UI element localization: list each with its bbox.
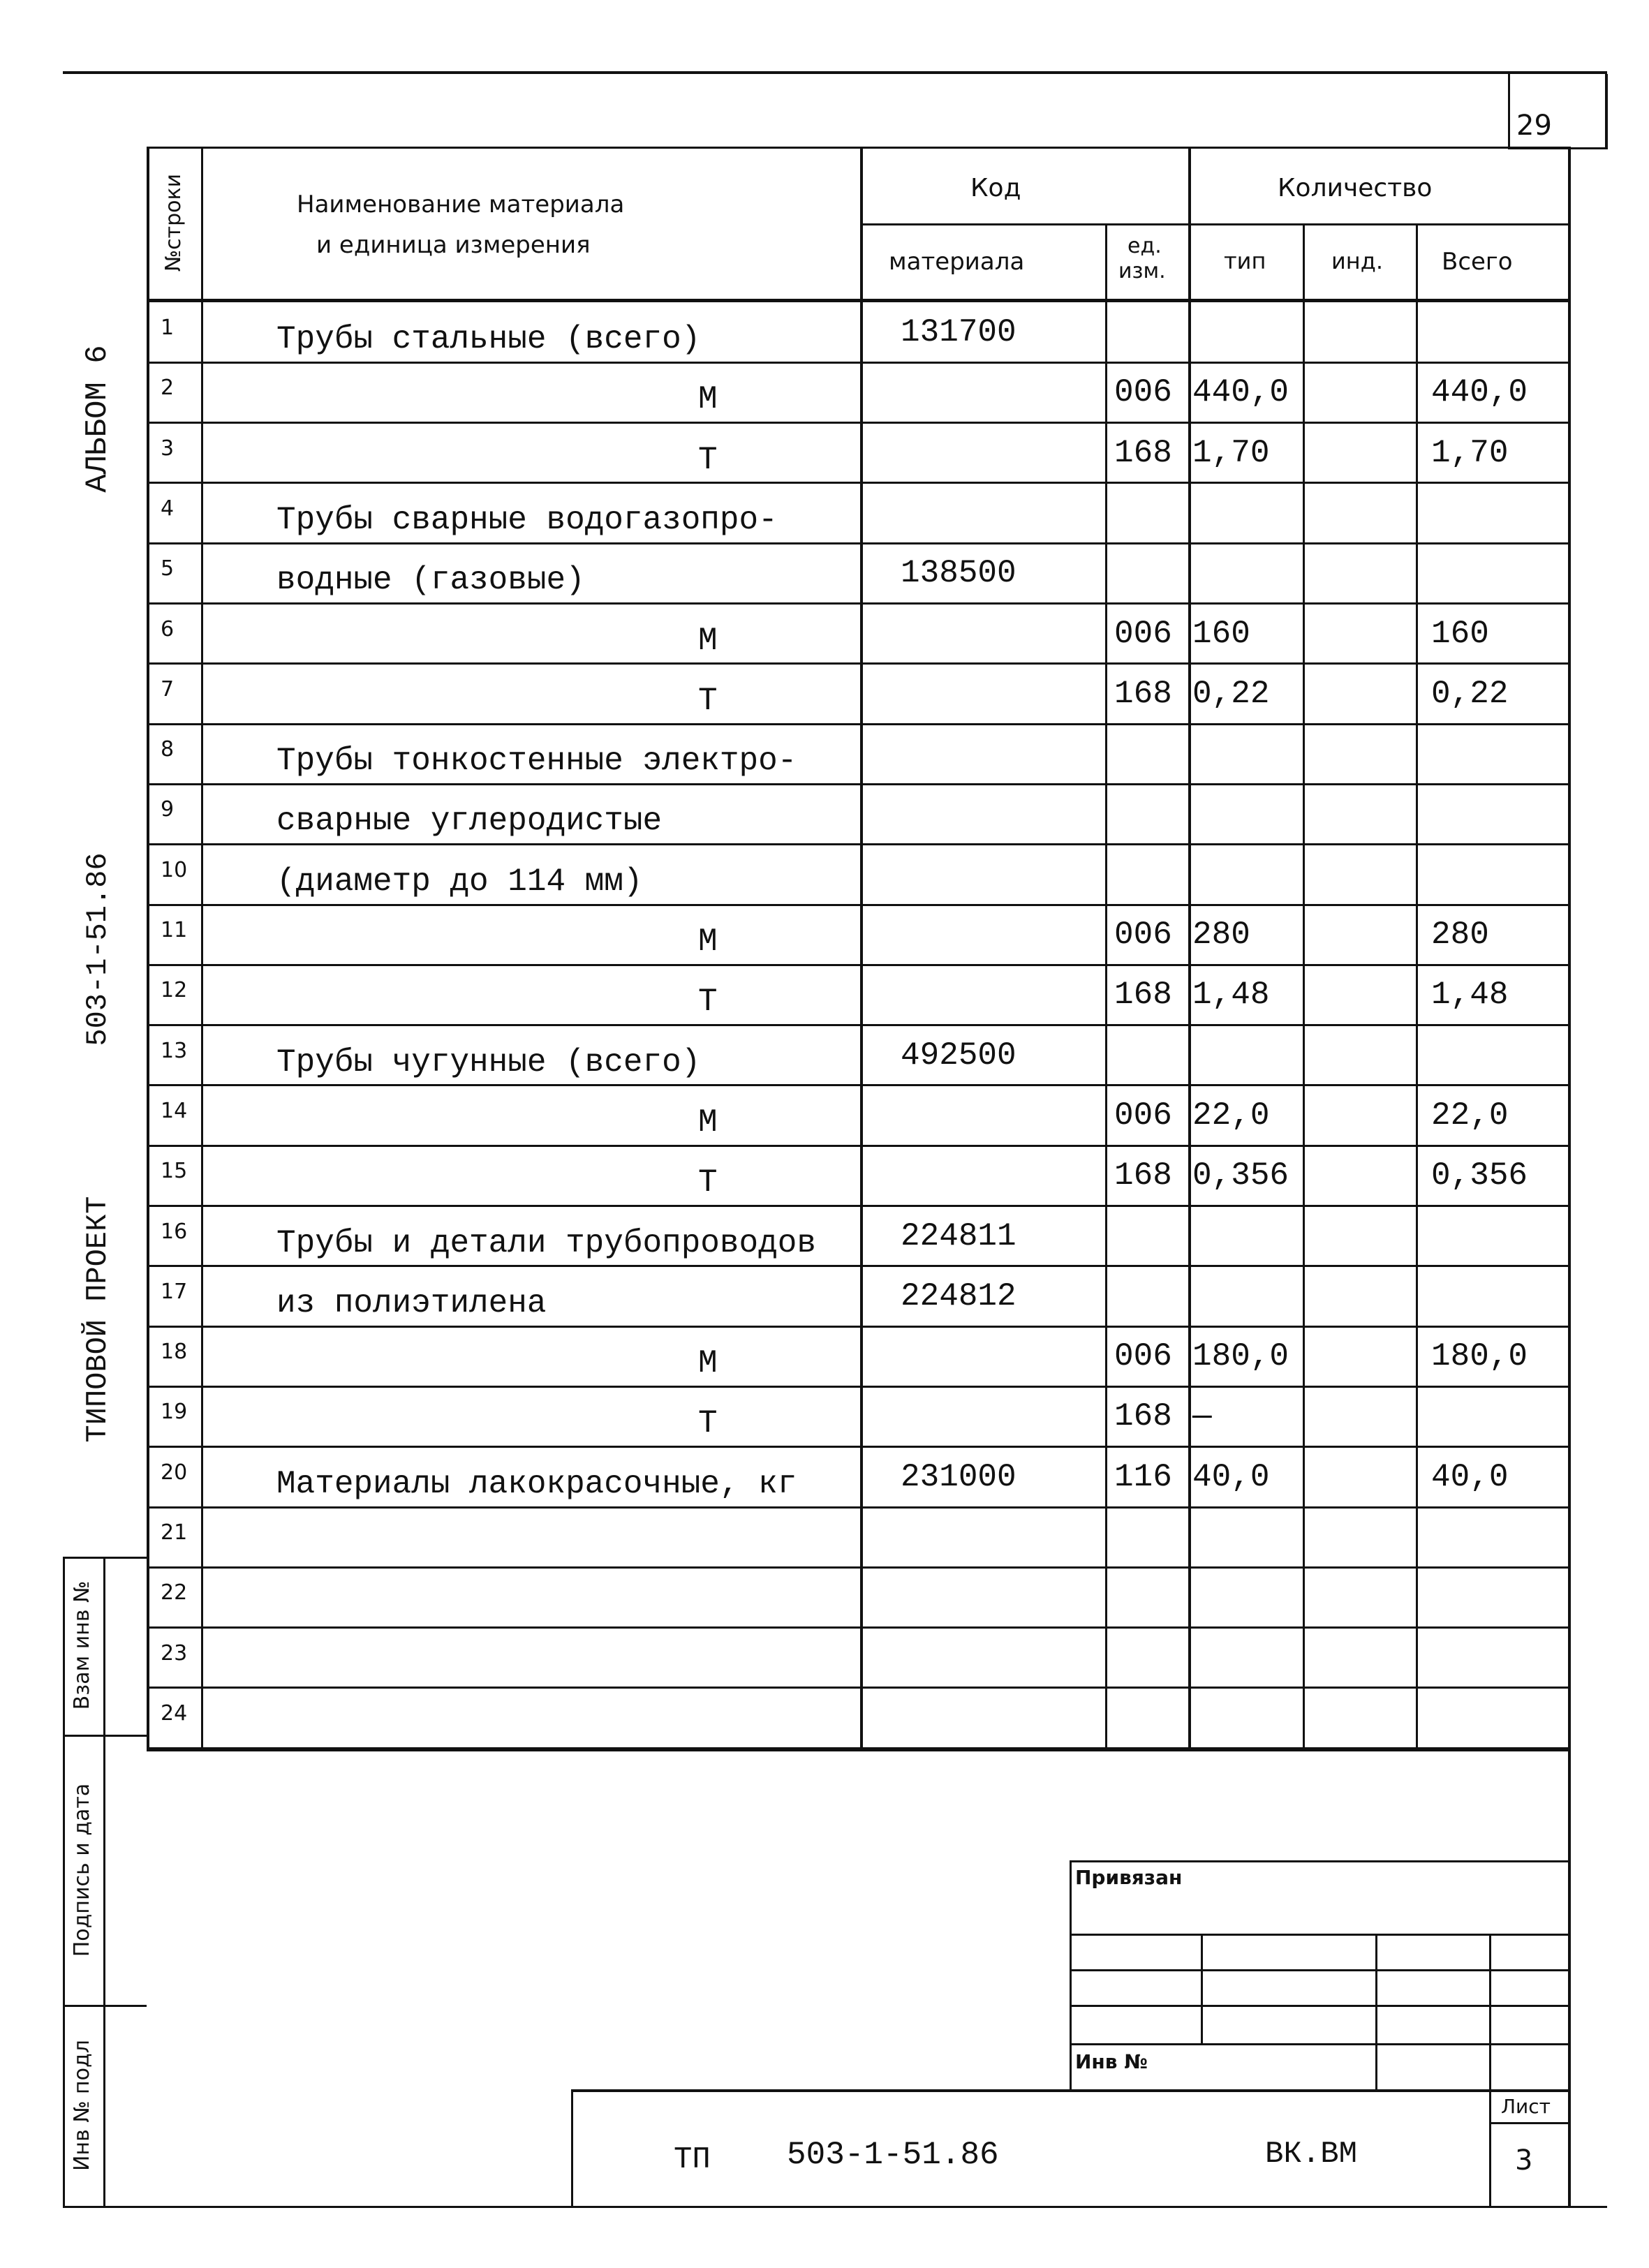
row-unit: 168 [1114, 1157, 1172, 1194]
row-total: 1,70 [1431, 434, 1509, 471]
row-unit: 168 [1114, 434, 1172, 471]
row-name: Т [698, 984, 718, 1021]
row-type: 1,48 [1192, 977, 1270, 1014]
row-type: — [1192, 1398, 1212, 1435]
row-number: 16 [161, 1219, 188, 1244]
left-stamp-sep3 [63, 2005, 147, 2007]
row-number: 10 [161, 857, 188, 882]
row-name: Трубы и детали трубопроводов [276, 1224, 816, 1261]
row-code: 231000 [901, 1458, 1016, 1495]
stamp-inv-label: Инв № подл [70, 2040, 94, 2171]
row-number: 18 [161, 1340, 188, 1365]
page-right-border [1568, 147, 1571, 2207]
row-name: Трубы чугунные (всего) [276, 1044, 701, 1081]
table-row [147, 483, 1571, 543]
left-stamp-col-right [103, 1557, 105, 2207]
header-name-line2: и единица измерения [316, 231, 591, 259]
row-total: 22,0 [1431, 1097, 1509, 1134]
left-stamp-bottom [63, 2206, 1607, 2208]
materials-table [147, 147, 1571, 1752]
row-name: Трубы сварные водогазопро- [276, 501, 778, 538]
stamp-vzam-label: Взам инв № [70, 1580, 94, 1710]
row-type: 22,0 [1192, 1097, 1270, 1134]
row-name: Т [698, 441, 718, 478]
row-code: 138500 [901, 555, 1016, 592]
stamp-title-top [571, 2089, 1571, 2092]
table-row [147, 1386, 1571, 1446]
page-number: 29 [1516, 110, 1552, 142]
row-number: 14 [161, 1098, 188, 1123]
row-unit: 006 [1114, 1097, 1172, 1134]
stamp-sheet-sep [1489, 2122, 1571, 2124]
row-name: М [698, 1104, 718, 1141]
row-number: 13 [161, 1038, 188, 1063]
stamp-title-left [571, 2089, 573, 2208]
row-number: 12 [161, 978, 188, 1003]
table-row [147, 845, 1571, 905]
top-border-line [63, 71, 1607, 74]
header-name-line1: Наименование материала [297, 191, 625, 218]
table-row [147, 1507, 1571, 1567]
row-name: Трубы стальные (всего) [276, 321, 701, 357]
stamp-tp: ТП [674, 2142, 711, 2177]
row-total: 0,356 [1431, 1157, 1528, 1194]
header-row-number: №строки [161, 173, 186, 272]
table-row [147, 664, 1571, 724]
row-name: Т [698, 682, 718, 719]
page-number-box-left [1508, 74, 1510, 149]
header-code-unit-1: ед. [1127, 234, 1162, 258]
row-number: 4 [161, 496, 175, 521]
header-qty-group: Количество [1278, 174, 1433, 202]
row-type: 0,22 [1192, 675, 1270, 712]
table-row [147, 1628, 1571, 1688]
row-unit: 168 [1114, 977, 1172, 1014]
row-type: 180,0 [1192, 1338, 1289, 1375]
table-row [147, 423, 1571, 483]
row-name: сварные углеродистые [276, 803, 663, 840]
row-name: М [698, 381, 718, 418]
row-type: 280 [1192, 917, 1250, 953]
header-qty-type: тип [1224, 248, 1266, 274]
row-total: 160 [1431, 615, 1489, 652]
row-name: Трубы тонкостенные электро- [276, 743, 797, 780]
table-row [147, 543, 1571, 603]
row-number: 24 [161, 1700, 188, 1726]
row-type: 40,0 [1192, 1458, 1270, 1495]
row-code: 224811 [901, 1217, 1016, 1254]
row-code: 131700 [901, 314, 1016, 350]
table-row [147, 604, 1571, 664]
table-row [147, 965, 1571, 1025]
row-number: 17 [161, 1279, 188, 1304]
stamp-v1 [1201, 1934, 1203, 2043]
row-number: 3 [161, 436, 175, 461]
row-number: 19 [161, 1400, 188, 1425]
left-stamp-col-left [63, 1557, 65, 2207]
stamp-v3 [1489, 1934, 1491, 2206]
row-name: М [698, 622, 718, 659]
row-number: 21 [161, 1520, 188, 1545]
table-row [147, 1146, 1571, 1206]
row-name: из полиэтилена [276, 1284, 547, 1321]
header-qty-ind: инд. [1331, 248, 1384, 274]
row-number: 22 [161, 1580, 188, 1606]
page-number-box-right [1605, 74, 1608, 149]
row-total: 440,0 [1431, 374, 1528, 411]
table-row [147, 905, 1571, 965]
header-code-material: материала [889, 248, 1025, 276]
row-unit: 116 [1114, 1458, 1172, 1495]
stamp-h2 [1070, 1969, 1571, 1971]
row-unit: 006 [1114, 615, 1172, 652]
stamp-h3 [1070, 2005, 1571, 2007]
table-row [147, 1085, 1571, 1146]
row-total: 1,48 [1431, 977, 1509, 1014]
row-number: 6 [161, 616, 175, 642]
row-unit: 168 [1114, 1398, 1172, 1435]
row-unit: 006 [1114, 374, 1172, 411]
row-unit: 006 [1114, 917, 1172, 953]
table-row [147, 724, 1571, 784]
header-qty-total: Всего [1442, 248, 1513, 276]
row-name: Т [698, 1164, 718, 1201]
table-row [147, 302, 1571, 362]
row-name: Материалы лакокрасочные, кг [276, 1465, 797, 1502]
row-number: 23 [161, 1640, 188, 1666]
row-unit: 006 [1114, 1338, 1172, 1375]
project-code-side: 503-1-51.86 [81, 852, 114, 1046]
row-type: 1,70 [1192, 434, 1270, 471]
header-code-unit-2: изм. [1118, 259, 1166, 283]
row-number: 5 [161, 556, 175, 581]
stamp-sheet-number: 3 [1515, 2144, 1533, 2177]
stamp-inv-no-label: Инв № [1075, 2050, 1148, 2073]
table-row [147, 1326, 1571, 1386]
stamp-sign-label: Подпись и дата [70, 1783, 94, 1957]
stamp-privyazan-label: Привязан [1075, 1866, 1183, 1889]
row-number: 9 [161, 797, 175, 822]
stamp-h4 [1070, 2043, 1571, 2045]
table-row [147, 1206, 1571, 1266]
row-number: 11 [161, 918, 188, 942]
row-total: 40,0 [1431, 1458, 1509, 1495]
table-row [147, 784, 1571, 844]
album-label: АЛЬБОМ 6 [80, 345, 115, 493]
stamp-privyazan-top [1070, 1860, 1571, 1862]
row-number: 8 [161, 737, 175, 762]
stamp-sheet-label: Лист [1501, 2095, 1551, 2118]
row-total: 280 [1431, 917, 1489, 953]
row-name: М [698, 1345, 718, 1382]
row-total: 0,22 [1431, 675, 1509, 712]
table-body [147, 147, 1571, 1751]
stamp-mark: ВК.ВМ [1265, 2137, 1358, 2172]
row-name: водные (газовые) [276, 562, 585, 599]
table-row [147, 1266, 1571, 1326]
row-type: 0,356 [1192, 1157, 1289, 1194]
stamp-left-vertical [1070, 1860, 1072, 2092]
stamp-v2 [1375, 1934, 1377, 2092]
row-unit: 168 [1114, 675, 1172, 712]
row-type: 160 [1192, 615, 1250, 652]
row-code: 492500 [901, 1037, 1016, 1074]
table-row [147, 1567, 1571, 1627]
stamp-h1 [1070, 1934, 1571, 1936]
row-name: Т [698, 1405, 718, 1442]
row-number: 1 [161, 316, 175, 340]
row-type: 440,0 [1192, 374, 1289, 411]
header-code-group: Код [970, 174, 1021, 202]
row-number: 15 [161, 1159, 188, 1184]
row-number: 20 [161, 1460, 188, 1485]
project-type-side: ТИПОВОЙ ПРОЕКТ [81, 1196, 114, 1443]
row-number: 7 [161, 676, 175, 702]
row-name: (диаметр до 114 мм) [276, 863, 643, 900]
stamp-code: 503-1-51.86 [787, 2137, 999, 2173]
row-total: 180,0 [1431, 1338, 1528, 1375]
row-number: 2 [161, 376, 175, 401]
table-row [147, 1025, 1571, 1085]
row-name: М [698, 924, 718, 960]
table-row [147, 362, 1571, 422]
table-row [147, 1688, 1571, 1748]
row-code: 224812 [901, 1277, 1016, 1314]
table-row [147, 1447, 1571, 1507]
